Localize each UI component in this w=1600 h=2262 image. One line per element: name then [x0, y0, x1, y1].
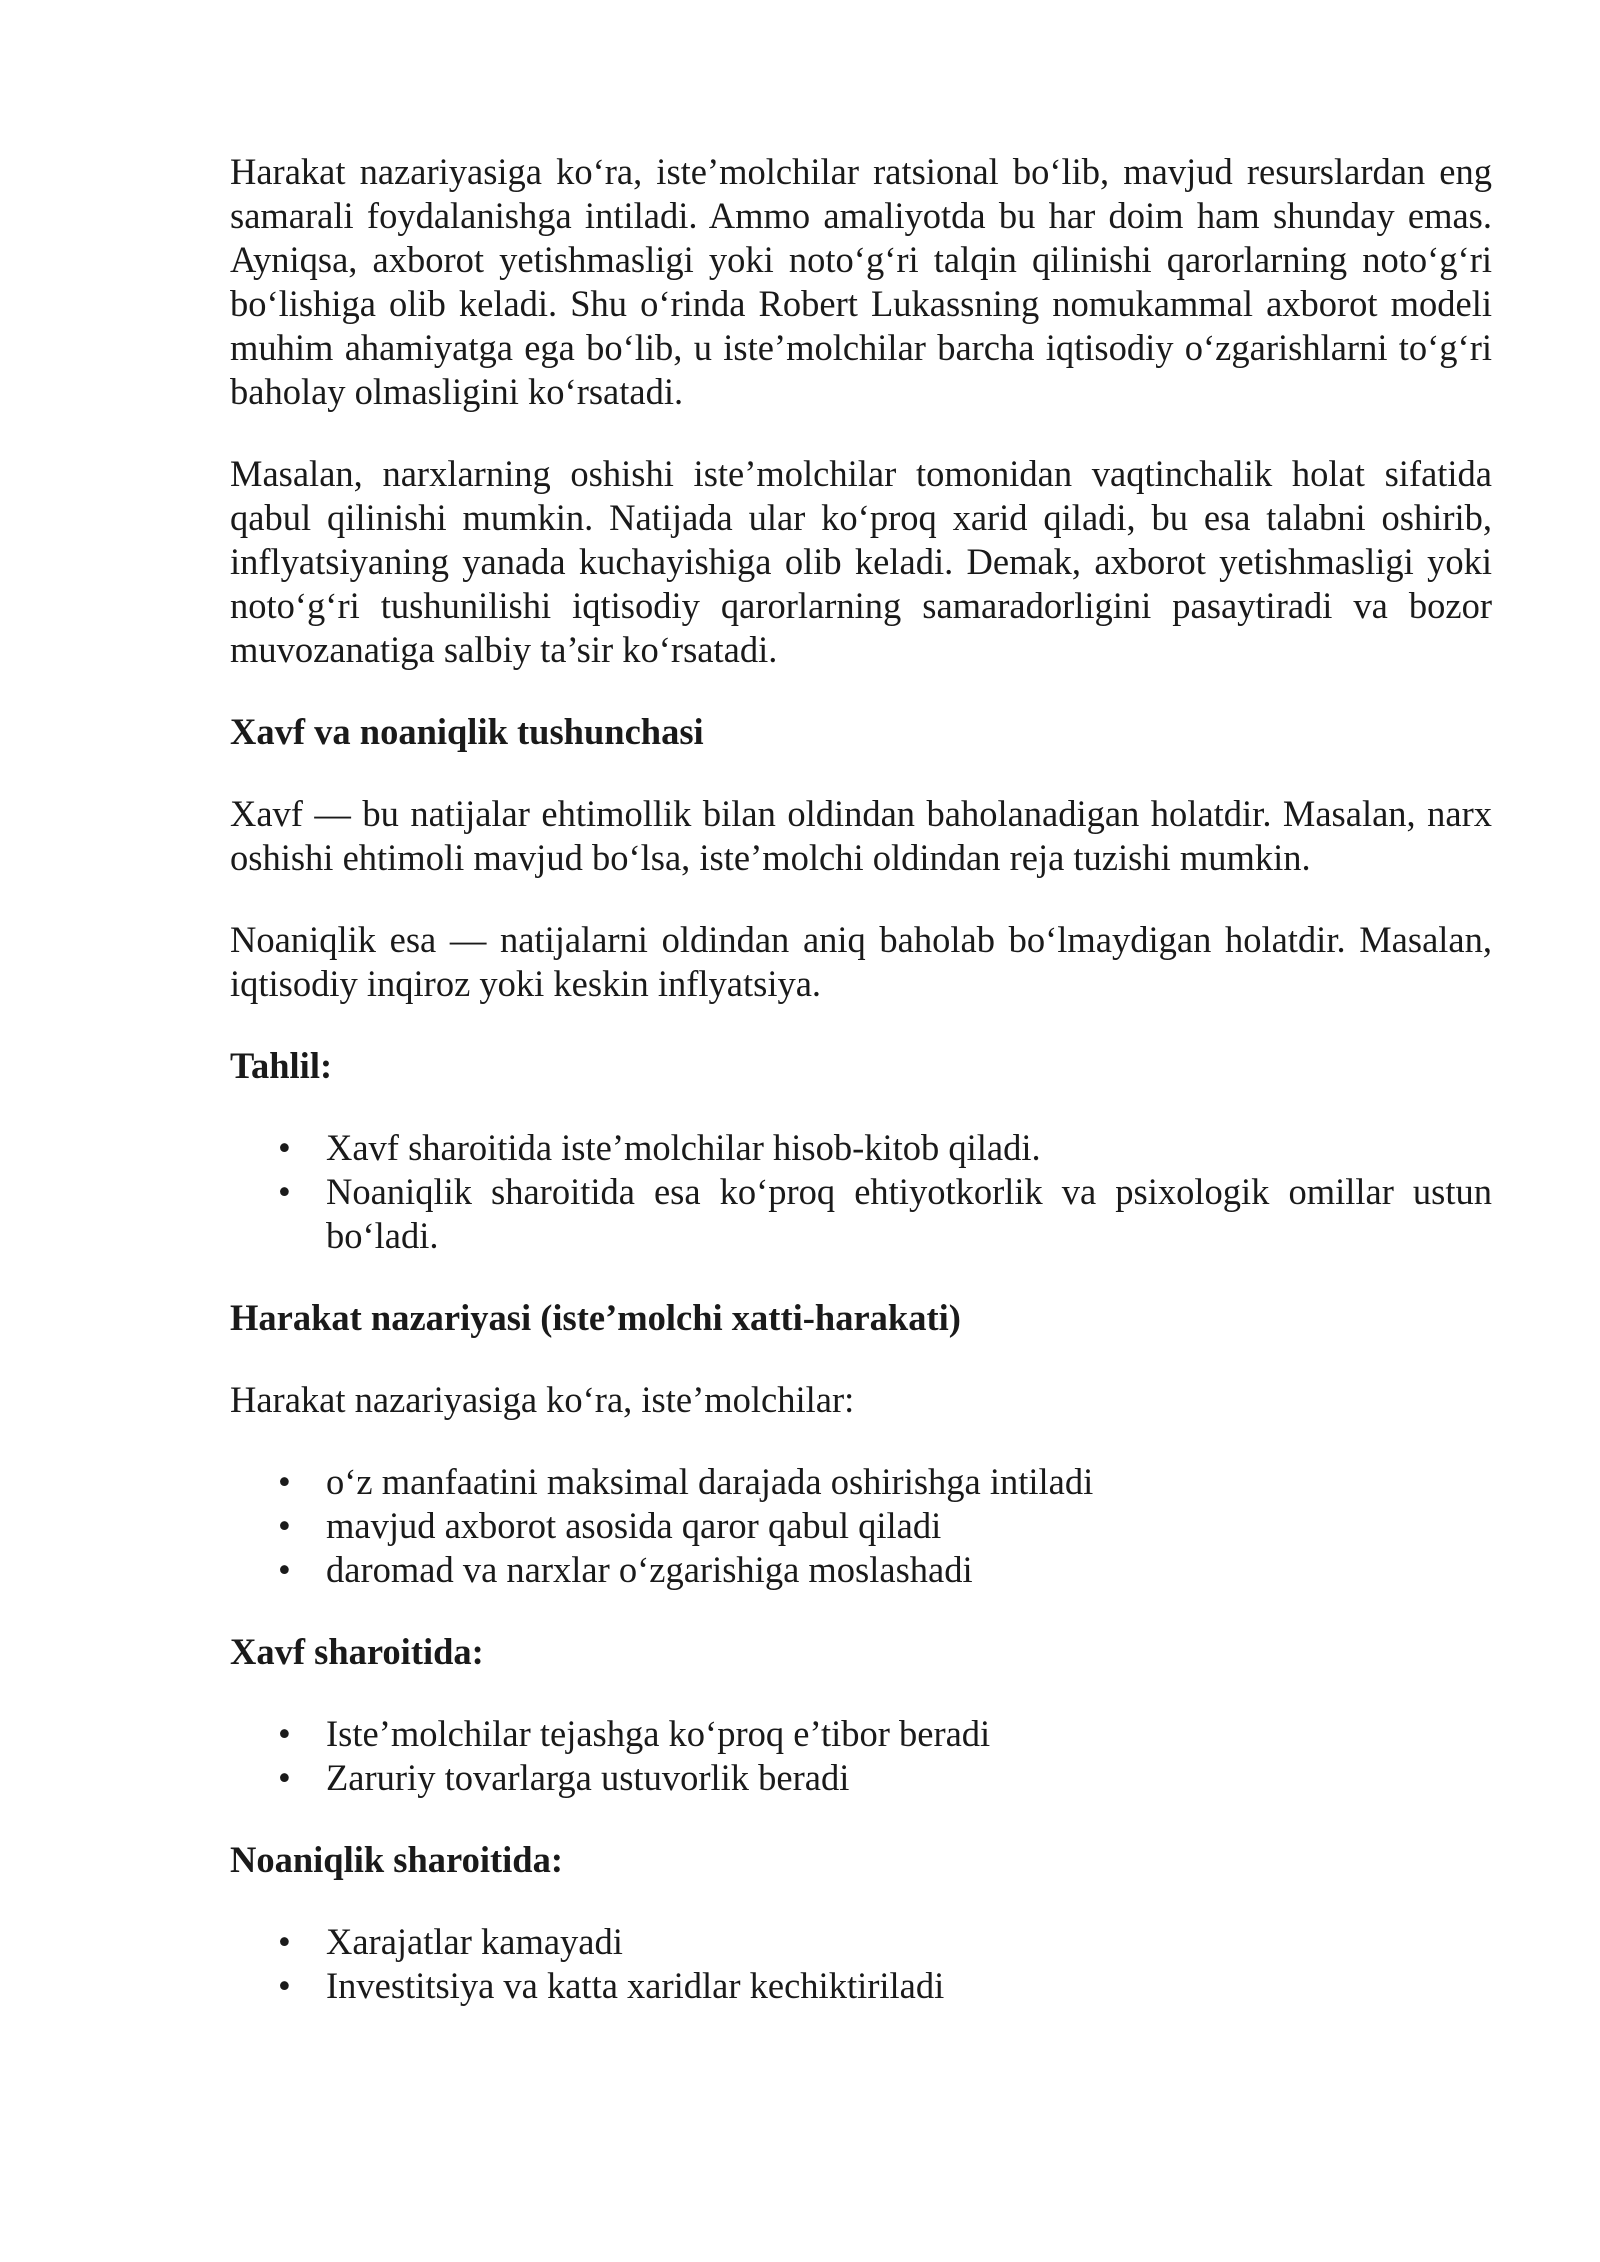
document-page [230, 150, 1492, 2046]
list-item: • o‘z manfaatini maksimal darajada oshirishga intiladi [326, 1460, 1492, 1504]
list-item: • Noaniqlik sharoitida esa ko‘proq ehtiyotkorlik va psixologik omillar ustun bo‘ladi. [326, 1170, 1492, 1258]
list-item: • Xarajatlar kamayadi [326, 1920, 1492, 1964]
list-item: • Xavf sharoitida iste’molchilar hisob-kitob qiladi. [326, 1126, 1492, 1170]
heading-analysis: Tahlil: [230, 1045, 333, 1086]
list-item: • Zaruriy tovarlarga ustuvorlik beradi [326, 1756, 1492, 1800]
list-action-theory [230, 1460, 1492, 1592]
paragraph-example: Masalan, narxlarning oshishi iste’molchilar tomonidan vaqtinchalik holat sifatida qabul qilinishi mumkin. Natijada ular ko‘proq xarid qiladi, bu esa talabni oshirib, inflyatsiyaning yanada kuchayishiga olib keladi. Demak, axborot yetishmasligi yoki noto‘g‘ri tushunilishi iqtisodiy qarorlarning samaradorligini pasaytiradi va bozor muvozanatiga salbiy ta’sir ko‘rsatadi. [230, 453, 1492, 670]
list-analysis [230, 1126, 1492, 1258]
paragraph-action-theory: Harakat nazariyasiga ko‘ra, iste’molchilar: [230, 1379, 855, 1420]
list-item: • daromad va narxlar o‘zgarishiga moslashadi [326, 1548, 1492, 1592]
heading-risk-uncertainty: Xavf va noaniqlik tushunchasi [230, 711, 704, 752]
list-item: • mavjud axborot asosida qaror qabul qiladi [326, 1504, 1492, 1548]
list-item: • Iste’molchilar tejashga ko‘proq e’tibor beradi [326, 1712, 1492, 1756]
paragraph-risk-definition: Xavf — bu natijalar ehtimollik bilan oldindan baholanadigan holatdir. Masalan, narx oshishi ehtimoli mavjud bo‘lsa, iste’molchi oldindan reja tuzishi mumkin. [230, 793, 1492, 878]
heading-uncertainty-conditions: Noaniqlik sharoitida: [230, 1839, 563, 1880]
list-item: • Investitsiya va katta xaridlar kechiktiriladi [326, 1964, 1492, 2008]
list-risk-conditions [230, 1712, 1492, 1800]
list-uncertainty-conditions [230, 1920, 1492, 2008]
heading-risk-conditions: Xavf sharoitida: [230, 1631, 484, 1672]
paragraph-uncertainty-definition: Noaniqlik esa — natijalarni oldindan aniq baholab bo‘lmaydigan holatdir. Masalan, iqtisodiy inqiroz yoki keskin inflyatsiya. [230, 919, 1492, 1004]
paragraph-intro: Harakat nazariyasiga ko‘ra, iste’molchilar ratsional bo‘lib, mavjud resurslardan eng samarali foydalanishga intiladi. Ammo amaliyotda bu har doim ham shunday emas. Ayniqsa, axborot yetishmasligi yoki noto‘g‘ri talqin qilinishi qarorlarning noto‘g‘ri bo‘lishiga olib keladi. Shu o‘rinda Robert Lukassning nomukammal axborot modeli muhim ahamiyatga ega bo‘lib, u iste’molchilar barcha iqtisodiy o‘zgarishlarni to‘g‘ri baholay olmasligini ko‘rsatadi. [230, 151, 1492, 412]
heading-action-theory: Harakat nazariyasi (iste’molchi xatti-harakati) [230, 1297, 961, 1338]
